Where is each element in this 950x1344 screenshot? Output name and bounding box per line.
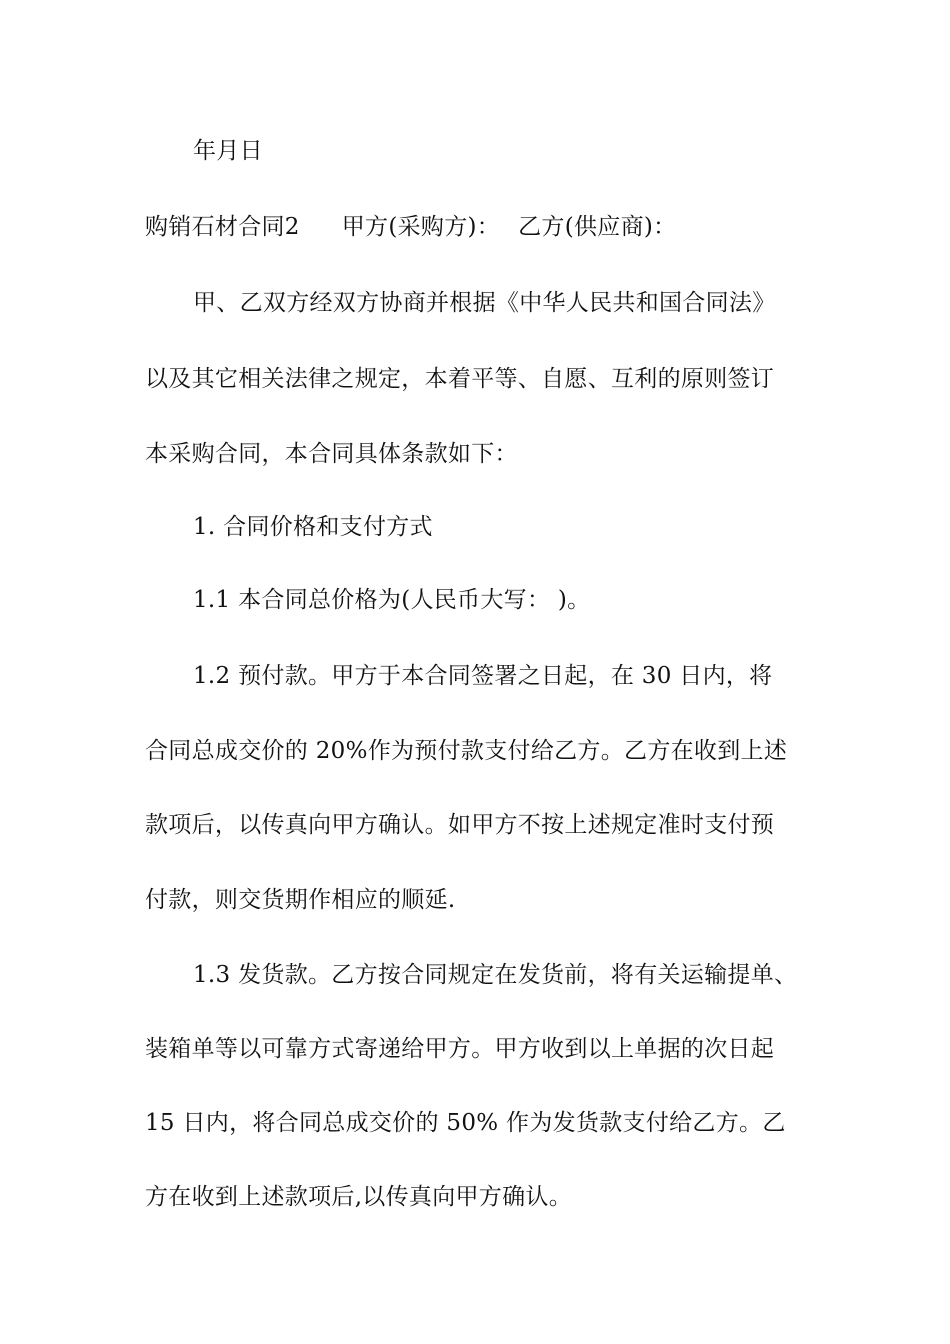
paragraph-line: 款项后，以传真向甲方确认。如甲方不按上述规定准时支付预 (145, 812, 775, 838)
title-line (145, 212, 676, 242)
date-line: 年月日 (193, 138, 263, 164)
party-b-label: 乙方(供应商)： (518, 214, 677, 240)
contract-title: 购销石材合同2 (145, 214, 300, 240)
clause-line: 1.3 发货款。乙方按合同规定在发货前，将有关运输提单、 (193, 962, 798, 988)
paragraph-line: 方在收到上述款项后,以传真向甲方确认。 (145, 1184, 573, 1210)
paragraph-line: 本采购合同，本合同具体条款如下： (145, 441, 518, 467)
section-heading: 1. 合同价格和支付方式 (193, 514, 433, 540)
paragraph-line: 以及其它相关法律之规定，本着平等、自愿、互利的原则签订 (145, 366, 775, 392)
paragraph-line: 甲、乙双方经双方协商并根据《中华人民共和国合同法》 (193, 290, 776, 316)
clause-line: 1.2 预付款。甲方于本合同签署之日起，在 30 日内，将 (193, 663, 773, 689)
paragraph-line: 付款，则交货期作相应的顺延. (145, 887, 456, 913)
party-a-label: 甲方(采购方)： (341, 214, 501, 240)
clause-line: 1.1 本合同总价格为(人民币大写： )。 (193, 587, 591, 613)
paragraph-line: 15 日内，将合同总成交价的 50% 作为发货款支付给乙方。乙 (145, 1110, 786, 1136)
paragraph-line: 装箱单等以可靠方式寄递给甲方。甲方收到以上单据的次日起 (145, 1036, 775, 1062)
paragraph-line: 合同总成交价的 20%作为预付款支付给乙方。乙方在收到上述 (145, 738, 788, 764)
